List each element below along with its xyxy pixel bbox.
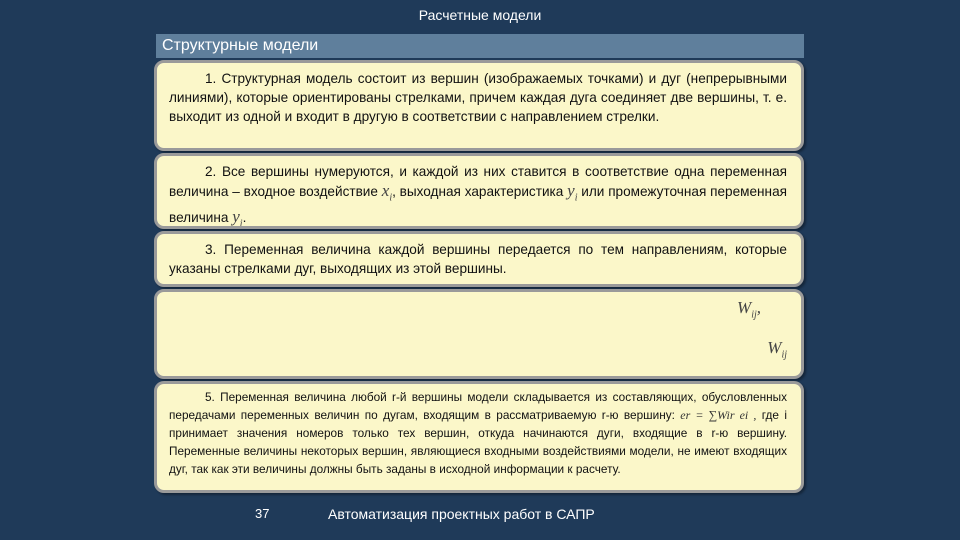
item-2-part-d: . [242,210,247,226]
item-2-part-c: или промежуточная переменная величина [169,184,787,226]
item-box-5 [154,381,804,493]
x-i-symbol: $x_i$ [381,181,393,204]
item-text-3: 3. Переменная величина каждой вершины передается по тем направлениям, которые указаны стрелками дуг, выходящих из этой вершины. [169,242,787,276]
w-ij-symbol-2: $W_{ij}$ [767,338,787,361]
item-2-part-b: , выходная характеристика [392,184,564,199]
w-ij-symbol-1: $W_{ij}$, [737,298,761,321]
item-2-part-a: 2. Все вершины нумеруются, и каждой из них ставится в соответствие одна переменная величина – входное воздействие [169,164,787,199]
item-box-2 [154,153,804,229]
section-title: Структурные модели [156,34,804,58]
slide-header-title: Расчетные модели [418,7,542,23]
item-box-1 [154,60,804,151]
y-i-symbol-2: $y_i$ [232,207,243,229]
footer-course-title: Автоматизация проектных работ в САПР [328,506,595,522]
page-number: 37 [255,506,270,521]
item-5-part-a: 5. Переменная величина любой r-й вершины модели складывается из составляющих, обусловленных передачами переменных величин по дугам, входящим в рассматриваемую r-ю вершину: [169,390,787,422]
item-box-4 [154,289,804,379]
item-text-2 [169,162,787,229]
item-box-3 [154,231,804,287]
item-text-1: 1. Структурная модель состоит из вершин (изображаемых точками) и дуг (непрерывными линиями), которые ориентированы стрелками, причем каждая дуга соединяет две вершины, т. е. выходит из одной и входит в другую в соответствии с направлением стрелки. [169,71,787,124]
item-text-5 [169,388,787,478]
y-i-symbol: $y_i$ [567,181,578,204]
item-5-part-b: где i принимает значения номеров только тех вершин, откуда начинаются дуги, входящие в r-ю вершину. Переменные величины некоторых вершин, являющиеся входными воздействиями модели, не имеют входящих дуг, так как эти величины должны быть заданы в исходной информации к расчету. [169,408,787,476]
summation-formula: er = ∑Wir ei , [680,408,757,422]
